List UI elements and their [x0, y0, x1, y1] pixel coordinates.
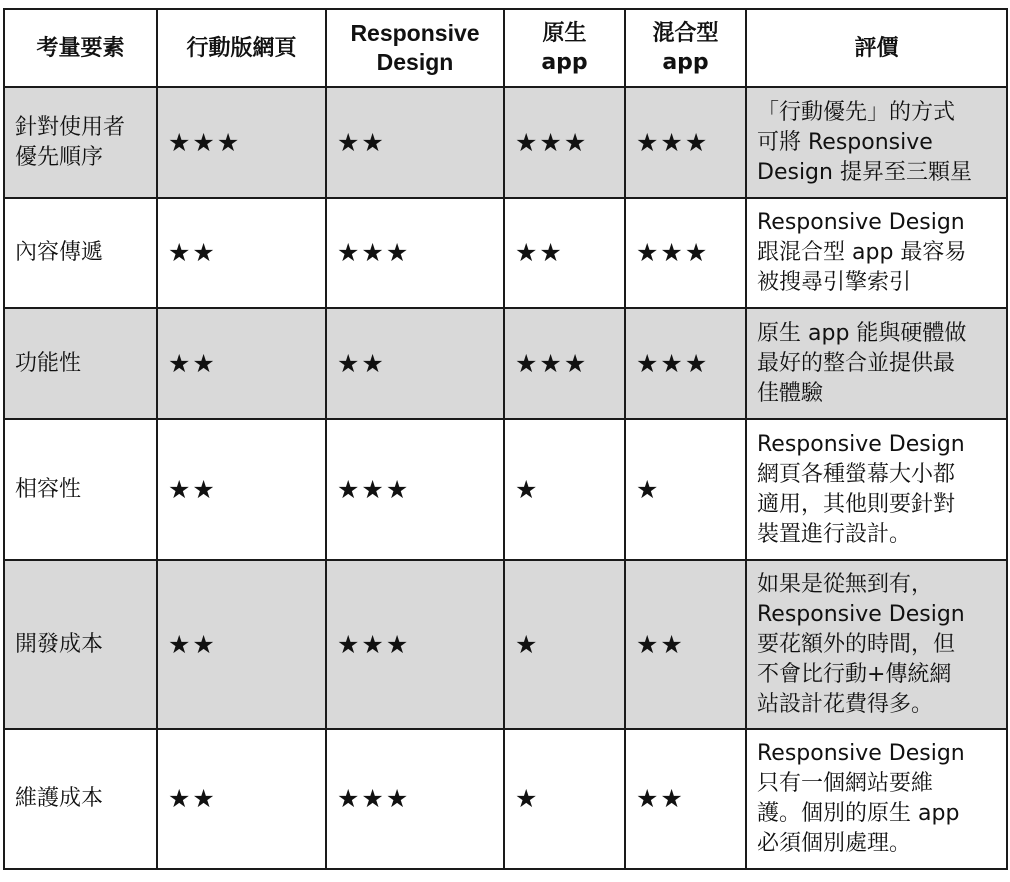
- header-line: app: [541, 50, 588, 75]
- factor-cell: [4, 308, 157, 419]
- table-row: [4, 729, 1007, 869]
- factor-line: 優先順序: [15, 144, 104, 170]
- comment-line: 站設計花費得多。: [757, 691, 934, 717]
- factor-line: 維護成本: [15, 786, 104, 811]
- table-row: [4, 560, 1007, 729]
- comment-line: 裝置進行設計。: [757, 521, 912, 547]
- header-line: 行動版網頁: [186, 35, 297, 61]
- comment-line: 適用，其他則要針對: [757, 491, 956, 517]
- header-evaluation: [746, 9, 1007, 87]
- comment-line: Responsive Design: [757, 741, 965, 766]
- rating-hybrid-app: ★★: [625, 560, 746, 729]
- evaluation-cell: [746, 198, 1007, 308]
- rating-mobile-web: ★★: [157, 308, 326, 419]
- header-responsive-design: [326, 9, 504, 87]
- comment-line: 如果是從無到有，: [757, 571, 934, 597]
- evaluation-cell: [746, 560, 1007, 729]
- header-line: Design: [376, 49, 454, 75]
- table-row: [4, 419, 1007, 560]
- header-line: 評價: [854, 35, 899, 61]
- rating-responsive-design: ★★★: [326, 198, 504, 308]
- comment-line: 要花額外的時間，但: [757, 631, 956, 657]
- rating-native-app: ★★★: [504, 87, 625, 198]
- rating-hybrid-app: ★: [625, 419, 746, 560]
- rating-responsive-design: ★★★: [326, 560, 504, 729]
- rating-mobile-web: ★★: [157, 419, 326, 560]
- factor-cell: [4, 419, 157, 560]
- factor-line: 功能性: [15, 350, 82, 376]
- rating-hybrid-app: ★★★: [625, 87, 746, 198]
- rating-native-app: ★★★: [504, 308, 625, 419]
- comment-line: 不會比行動+傳統網: [757, 661, 952, 687]
- rating-native-app: ★: [504, 560, 625, 729]
- rating-responsive-design: ★★: [326, 87, 504, 198]
- evaluation-cell: [746, 419, 1007, 560]
- rating-native-app: ★: [504, 419, 625, 560]
- header-mobile-web: [157, 9, 326, 87]
- comparison-table: [3, 8, 1008, 870]
- table-row: [4, 308, 1007, 419]
- factor-line: 相容性: [15, 476, 82, 502]
- factor-cell: [4, 560, 157, 729]
- rating-native-app: ★: [504, 729, 625, 869]
- header-hybrid-app: [625, 9, 746, 87]
- header-row: [4, 9, 1007, 87]
- rating-responsive-design: ★★★: [326, 729, 504, 869]
- rating-hybrid-app: ★★★: [625, 308, 746, 419]
- comment-line: 網頁各種螢幕大小都: [757, 461, 956, 487]
- comment-line: 佳體驗: [757, 380, 824, 406]
- comment-line: 可將 Responsive: [757, 129, 933, 155]
- rating-mobile-web: ★★: [157, 560, 326, 729]
- comment-line: 護。個別的原生 app: [757, 801, 960, 826]
- comment-line: 被搜尋引擎索引: [757, 270, 912, 295]
- rating-hybrid-app: ★★: [625, 729, 746, 869]
- comment-line: 只有一個網站要維: [757, 771, 934, 796]
- factor-cell: [4, 729, 157, 869]
- header-native-app: [504, 9, 625, 87]
- header-line: app: [662, 50, 709, 75]
- comment-line: 跟混合型 app 最容易: [757, 240, 967, 265]
- rating-responsive-design: ★★: [326, 308, 504, 419]
- evaluation-cell: [746, 308, 1007, 419]
- table-row: [4, 87, 1007, 198]
- factor-cell: [4, 198, 157, 308]
- factor-line: 開發成本: [15, 631, 104, 657]
- rating-mobile-web: ★★: [157, 198, 326, 308]
- header-line: Responsive: [350, 20, 480, 46]
- rating-mobile-web: ★★: [157, 729, 326, 869]
- header-line: 考量要素: [36, 35, 125, 61]
- comment-line: 最好的整合並提供最: [757, 350, 956, 376]
- rating-responsive-design: ★★★: [326, 419, 504, 560]
- comment-line: Responsive Design: [757, 210, 965, 235]
- evaluation-cell: [746, 87, 1007, 198]
- rating-native-app: ★★: [504, 198, 625, 308]
- rating-mobile-web: ★★★: [157, 87, 326, 198]
- rating-hybrid-app: ★★★: [625, 198, 746, 308]
- comment-line: 原生 app 能與硬體做: [757, 320, 967, 346]
- factor-cell: [4, 87, 157, 198]
- comment-line: Design 提昇至三顆星: [757, 159, 972, 185]
- header-line: 原生: [542, 21, 587, 46]
- comment-line: 「行動優先」的方式: [757, 99, 956, 125]
- comment-line: 必須個別處理。: [757, 831, 912, 856]
- evaluation-cell: [746, 729, 1007, 869]
- factor-line: 針對使用者: [15, 114, 126, 140]
- comment-line: Responsive Design: [757, 601, 965, 627]
- header-line: 混合型: [652, 21, 719, 46]
- header-factor: [4, 9, 157, 87]
- comment-line: Responsive Design: [757, 431, 965, 457]
- table-row: [4, 198, 1007, 308]
- factor-line: 內容傳遞: [15, 240, 104, 265]
